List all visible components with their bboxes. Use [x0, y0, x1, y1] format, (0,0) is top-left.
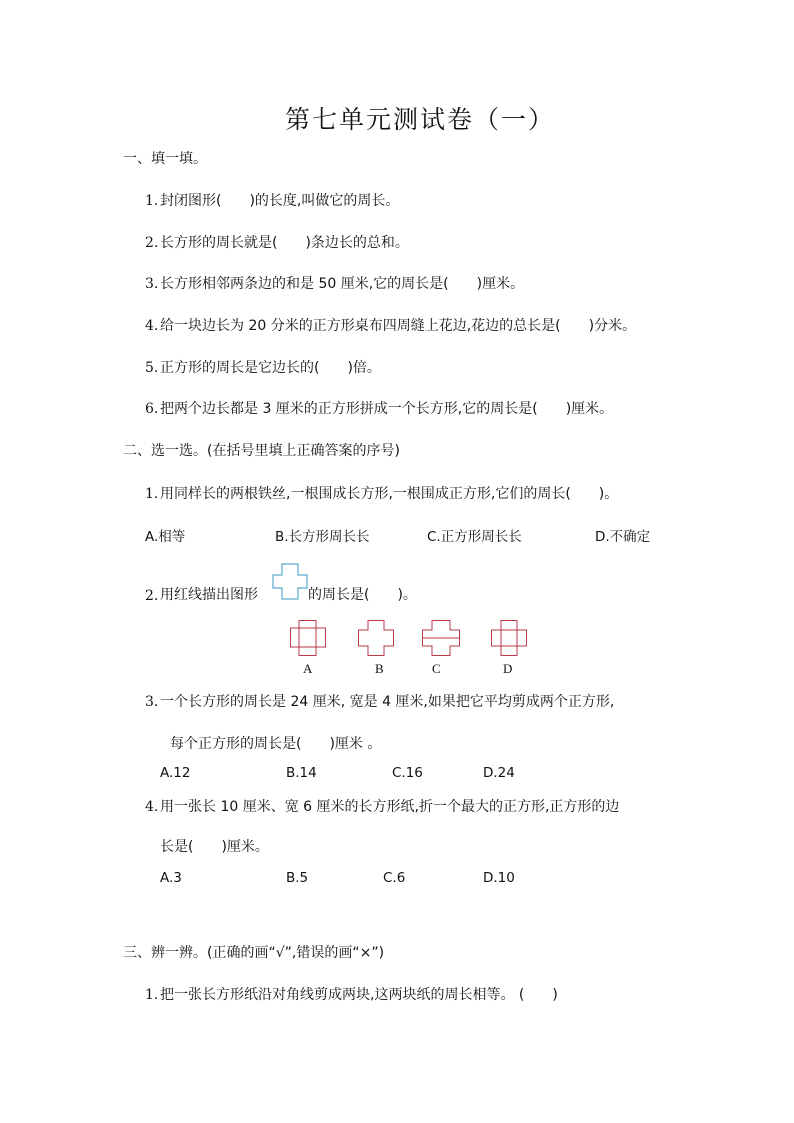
question-text: 长方形的周长就是( )条边长的总和。 — [160, 235, 409, 251]
question-number: 1. — [145, 193, 159, 209]
option-b: B.14 — [286, 765, 317, 781]
figure-d — [491, 620, 527, 656]
figure-a — [290, 620, 326, 656]
figure-label-c: C — [432, 661, 441, 676]
question-number: 4. — [145, 318, 159, 334]
question-text: 用同样长的两根铁丝,一根围成长方形,一根围成正方形,它们的周长( )。 — [160, 486, 619, 502]
question-number: 5. — [145, 360, 159, 376]
question-text: 把两个边长都是 3 厘米的正方形拼成一个长方形,它的周长是( )厘米。 — [160, 401, 614, 417]
question-text: 封闭图形( )的长度,叫做它的周长。 — [160, 193, 400, 209]
question-number: 3. — [145, 276, 159, 292]
question-text: 把一张长方形纸沿对角线剪成两块,这两块纸的周长相等。 ( ) — [160, 987, 558, 1003]
question-number: 2. — [145, 235, 159, 251]
question-text-line1: 用一张长 10 厘米、宽 6 厘米的长方形纸,折一个最大的正方形,正方形的边 — [160, 799, 620, 815]
question-text-line2: 长是( )厘米。 — [160, 839, 269, 855]
question-text-line2: 每个正方形的周长是( )厘米 。 — [170, 736, 382, 752]
question-text: 正方形的周长是它边长的( )倍。 — [160, 360, 381, 376]
section-2-heading: 二、选一选。(在括号里填上正确答案的序号) — [123, 443, 400, 459]
question-text-before: 用红线描出图形 — [160, 587, 258, 603]
question-text-line1: 一个长方形的周长是 24 厘米, 宽是 4 厘米,如果把它平均剪成两个正方形, — [160, 694, 615, 710]
question-number: 1. — [145, 987, 159, 1003]
question-number: 6. — [145, 401, 159, 417]
figure-c — [422, 620, 460, 656]
option-a: A.相等 — [145, 529, 186, 545]
option-c: C.16 — [392, 765, 423, 781]
section-1-heading: 一、填一填。 — [123, 151, 207, 167]
question-text-after: 的周长是( )。 — [308, 587, 417, 603]
option-a: A.12 — [160, 765, 191, 781]
option-c: C.正方形周长长 — [427, 529, 522, 545]
option-c: C.6 — [383, 870, 406, 886]
section-3-heading: 三、辨一辨。(正确的画“√”,错误的画“×”) — [123, 945, 385, 961]
question-text: 长方形相邻两条边的和是 50 厘米,它的周长是( )厘米。 — [160, 276, 525, 292]
question-number: 3. — [145, 694, 159, 710]
figure-b — [358, 620, 394, 656]
option-d: D.不确定 — [595, 529, 651, 545]
figure-label-a: A — [303, 661, 313, 676]
page-title: 第七单元测试卷（一） — [285, 105, 556, 134]
option-d: D.10 — [483, 870, 515, 886]
question-number: 4. — [145, 799, 159, 815]
question-text: 给一块边长为 20 分米的正方形桌布四周缝上花边,花边的总长是( )分米。 — [160, 318, 637, 334]
blue-cross-figure — [272, 563, 308, 600]
option-a: A.3 — [160, 870, 182, 886]
figure-label-d: D — [503, 661, 513, 676]
question-number: 1. — [145, 486, 159, 502]
option-d: D.24 — [483, 765, 515, 781]
option-b: B.长方形周长长 — [275, 529, 370, 545]
question-number: 2. — [145, 588, 159, 604]
figure-label-b: B — [375, 661, 384, 676]
blue-cross-outline — [273, 564, 307, 599]
option-b: B.5 — [286, 870, 309, 886]
